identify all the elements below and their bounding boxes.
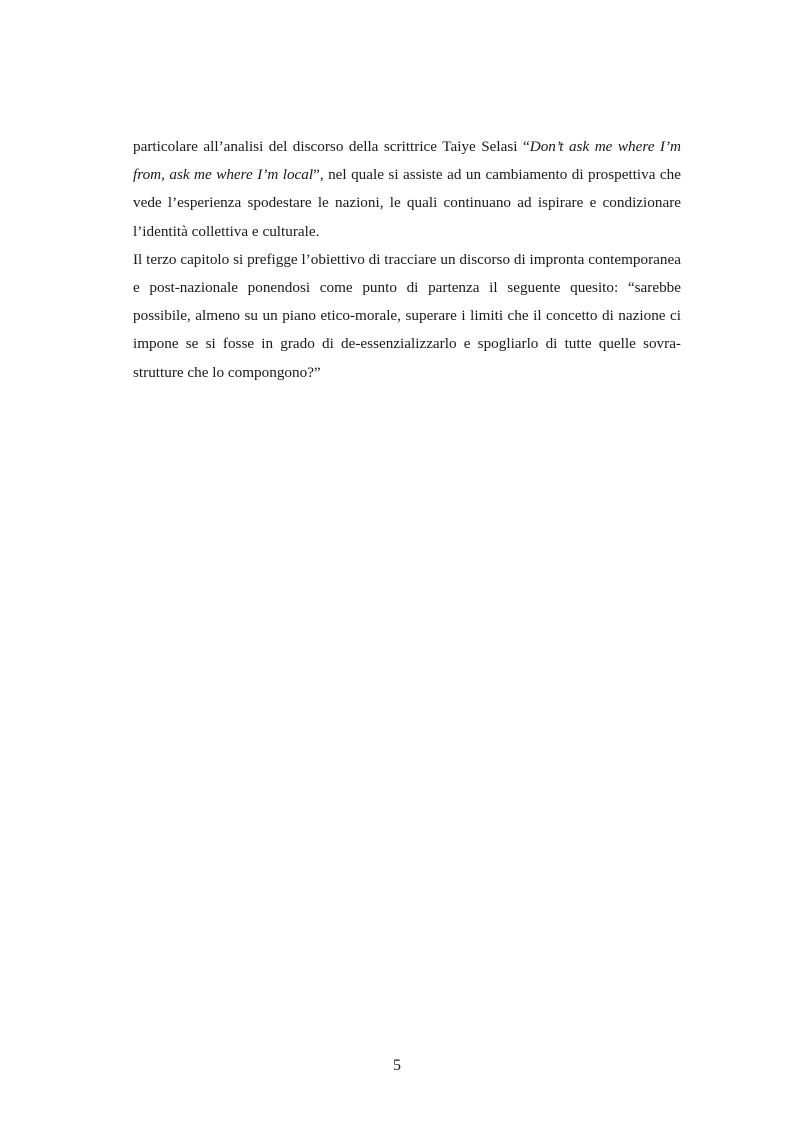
body-text [133,133,681,387]
paragraph-2 [133,246,681,387]
paragraph-2-text: Il terzo capitolo si prefigge l’obiettivo di tracciare un discorso di impronta contemporanea e post-nazionale ponendosi come punto di partenza il seguente quesito: “sarebbe possibile, almeno su un piano etico-morale, superare i limiti che il concetto di nazione ci impone se si fosse in grado di de-essenzializzarlo e spogliarlo di tutte quelle sovra-strutture che lo compongono?” [133,250,681,381]
paragraph-1-text-end: ”, nel quale si assiste ad un cambiamento di prospettiva che vede l’esperienza spodestare le nazioni, le quali continuano ad ispirare e condizionare l’identità collettiva e culturale. [133,166,682,240]
paragraph-1-text: particolare all’analisi del discorso della scrittrice Taiye Selasi “ [133,138,530,155]
talk-title: Don’t ask me where I’m from, ask me where I’m local [133,138,681,184]
paragraph-1 [133,133,681,246]
page-number: 5 [393,1057,401,1074]
